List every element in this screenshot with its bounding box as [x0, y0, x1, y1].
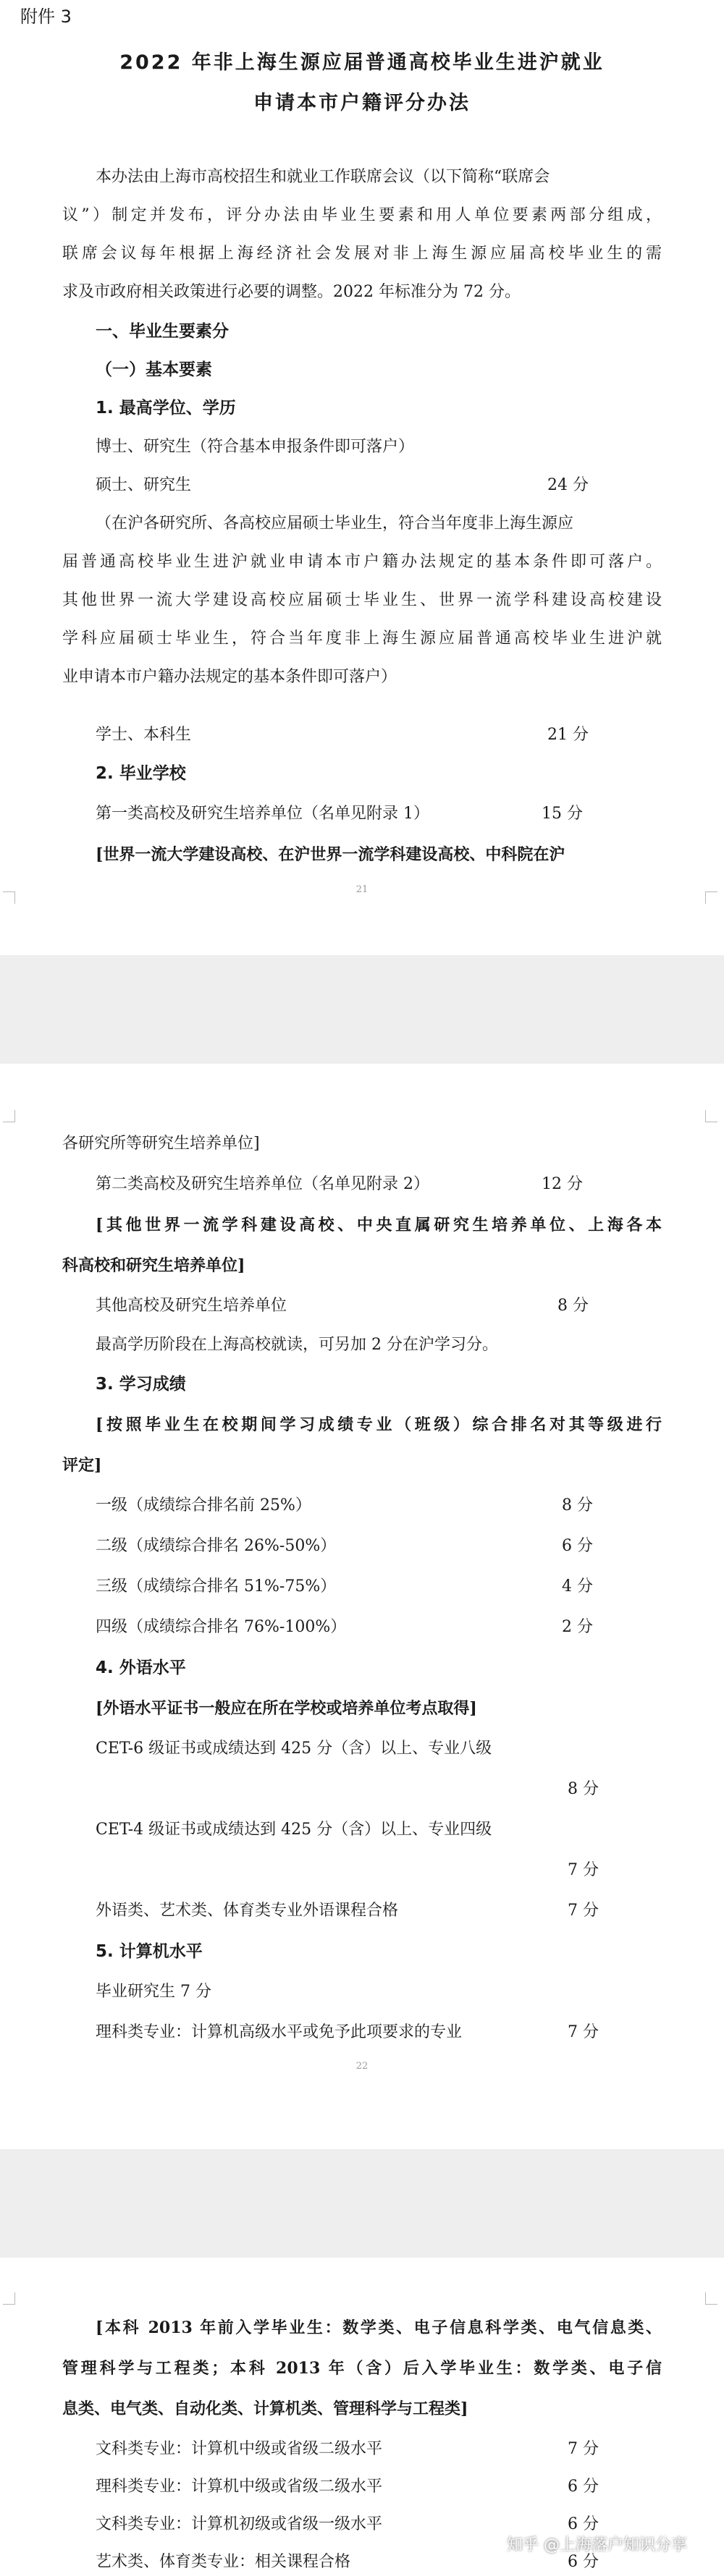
score-value: 7 分	[568, 2023, 599, 2041]
school-tier-2: 第二类高校及研究生培养单位（名单见附录 2）	[96, 1175, 429, 1193]
foreign-language-major: 外语类、艺术类、体育类专业外语课程合格	[96, 1902, 399, 1920]
document-page-1	[0, 0, 724, 955]
page-corner-mark	[3, 891, 15, 904]
master-note-line: 其他世界一流大学建设高校应届硕士毕业生、世界一流学科建设高校建设	[62, 591, 662, 609]
degree-bachelor: 学士、本科生	[96, 726, 192, 744]
page-gap	[0, 955, 724, 1064]
page-corner-mark	[705, 891, 717, 904]
science-computer-advanced: 理科类专业：计算机高级水平或免予此项要求的专业	[96, 2023, 463, 2041]
page-corner-mark	[3, 2292, 15, 2305]
watermark: 知乎 @上海落户知识分享	[507, 2536, 687, 2554]
master-note-line: （在沪各研究所、各高校应届硕士毕业生，符合当年度非上海生源应	[96, 514, 574, 533]
item-heading: 4. 外语水平	[96, 1658, 186, 1677]
master-note-line: 学科应届硕士毕业生，符合当年度非上海生源应届普通高校毕业生进沪就	[62, 630, 662, 648]
grade-level-4: 四级（成绩综合排名 76%-100%）	[96, 1618, 347, 1636]
arts-computer-intermediate: 文科类专业：计算机中级或省级二级水平	[96, 2440, 383, 2458]
computer-major-note: 息类、电气类、自动化类、计算机类、管理科学与工程类]	[62, 2399, 468, 2418]
score-value: 12 分	[542, 1175, 583, 1193]
page-number: 21	[355, 884, 369, 895]
score-value: 6 分	[562, 1537, 593, 1555]
grade-level-1: 一级（成绩综合排名前 25%）	[96, 1496, 311, 1514]
score-value: 21 分	[547, 726, 589, 744]
item-heading: 3. 学习成绩	[96, 1375, 186, 1394]
document-page-3	[0, 2258, 724, 2576]
score-value: 7 分	[568, 2440, 599, 2458]
score-value: 7 分	[568, 1861, 599, 1879]
page-corner-mark	[705, 1110, 717, 1122]
grade-note: 评定]	[62, 1456, 102, 1475]
school-tier-1-note: [世界一流大学建设高校、在沪世界一流学科建设高校、中科院在沪	[96, 845, 565, 864]
score-value: 8 分	[557, 1297, 589, 1315]
master-note-line: 届普通高校毕业生进沪就业申请本市户籍办法规定的基本条件即可落户。	[62, 553, 662, 571]
attachment-label: 附件 3	[20, 7, 72, 27]
score-value: 8 分	[568, 1780, 599, 1798]
intro-paragraph-line: 本办法由上海市高校招生和就业工作联席会议（以下简称“联席会	[96, 168, 550, 186]
score-value: 2 分	[562, 1618, 593, 1636]
intro-paragraph-line: 求及市政府相关政策进行必要的调整。2022 年标准分为 72 分。	[62, 283, 521, 301]
document-title-line-2: 申请本市户籍评分办法	[253, 92, 471, 114]
subsection-heading: （一）基本要素	[96, 360, 212, 379]
school-tier-2-note: 科高校和研究生培养单位]	[62, 1256, 245, 1275]
score-value: 24 分	[547, 476, 589, 494]
score-value: 6 分	[568, 2478, 599, 2496]
cet6-requirement: CET-6 级证书或成绩达到 425 分（含）以上、专业八级	[96, 1740, 492, 1758]
score-value: 4 分	[562, 1577, 593, 1596]
document-title-line-1: 2022 年非上海生源应届普通高校毕业生进沪就业	[119, 51, 605, 74]
page-gap	[0, 2149, 724, 2258]
arts-computer-basic: 文科类专业：计算机初级或省级一级水平	[96, 2515, 383, 2533]
item-heading: 1. 最高学位、学历	[96, 399, 236, 418]
score-value: 7 分	[568, 1902, 599, 1920]
computer-major-note: 管理科学与工程类；本科 2013 年（含）后入学毕业生：数学类、电子信	[62, 2359, 662, 2378]
master-note-line: 业申请本市户籍办法规定的基本条件即可落户）	[62, 668, 397, 686]
section-heading: 一、毕业生要素分	[96, 322, 229, 341]
cet4-requirement: CET-4 级证书或成绩达到 425 分（含）以上、专业四级	[96, 1821, 492, 1839]
grade-level-2: 二级（成绩综合排名 26%-50%）	[96, 1537, 337, 1555]
shanghai-study-bonus: 最高学历阶段在上海高校就读，可另加 2 分在沪学习分。	[96, 1336, 498, 1354]
science-computer-intermediate: 理科类专业：计算机中级或省级二级水平	[96, 2478, 383, 2496]
intro-paragraph-line: 联席会议每年根据上海经济社会发展对非上海生源应届高校毕业生的需	[62, 245, 662, 263]
degree-master: 硕士、研究生	[96, 476, 192, 494]
language-note: [外语水平证书一般应在所在学校或培养单位考点取得]	[96, 1699, 477, 1718]
page-number: 22	[355, 2061, 369, 2072]
document-page-2	[0, 1064, 724, 2149]
school-tier-2-note: [其他世界一流学科建设高校、中央直属研究生培养单位、上海各本	[96, 1216, 662, 1234]
grade-note: [按照毕业生在校期间学习成绩专业（班级）综合排名对其等级进行	[96, 1415, 662, 1434]
school-other: 其他高校及研究生培养单位	[96, 1297, 287, 1315]
school-tier-1-note-cont: 各研究所等研究生培养单位]	[62, 1135, 260, 1153]
item-heading: 5. 计算机水平	[96, 1942, 203, 1961]
grade-level-3: 三级（成绩综合排名 51%-75%）	[96, 1577, 337, 1596]
art-sport-computer: 艺术类、体育类专业：相关课程合格	[96, 2553, 351, 2571]
page-corner-mark	[705, 2292, 717, 2305]
degree-phd: 博士、研究生（符合基本申报条件即可落户）	[96, 438, 415, 456]
graduate-computer: 毕业研究生 7 分	[96, 1983, 211, 2001]
intro-paragraph-line: 议”）制定并发布，评分办法由毕业生要素和用人单位要素两部分组成，	[62, 206, 662, 224]
computer-major-note: [本科 2013 年前入学毕业生：数学类、电子信息科学类、电气信息类、	[96, 2318, 662, 2337]
score-value: 6 分	[568, 2553, 599, 2571]
school-tier-1: 第一类高校及研究生培养单位（名单见附录 1）	[96, 805, 429, 823]
item-heading: 2. 毕业学校	[96, 764, 186, 783]
page-corner-mark	[3, 1110, 15, 1122]
score-value: 8 分	[562, 1496, 593, 1514]
score-value: 15 分	[542, 805, 583, 823]
score-value: 6 分	[568, 2515, 599, 2533]
